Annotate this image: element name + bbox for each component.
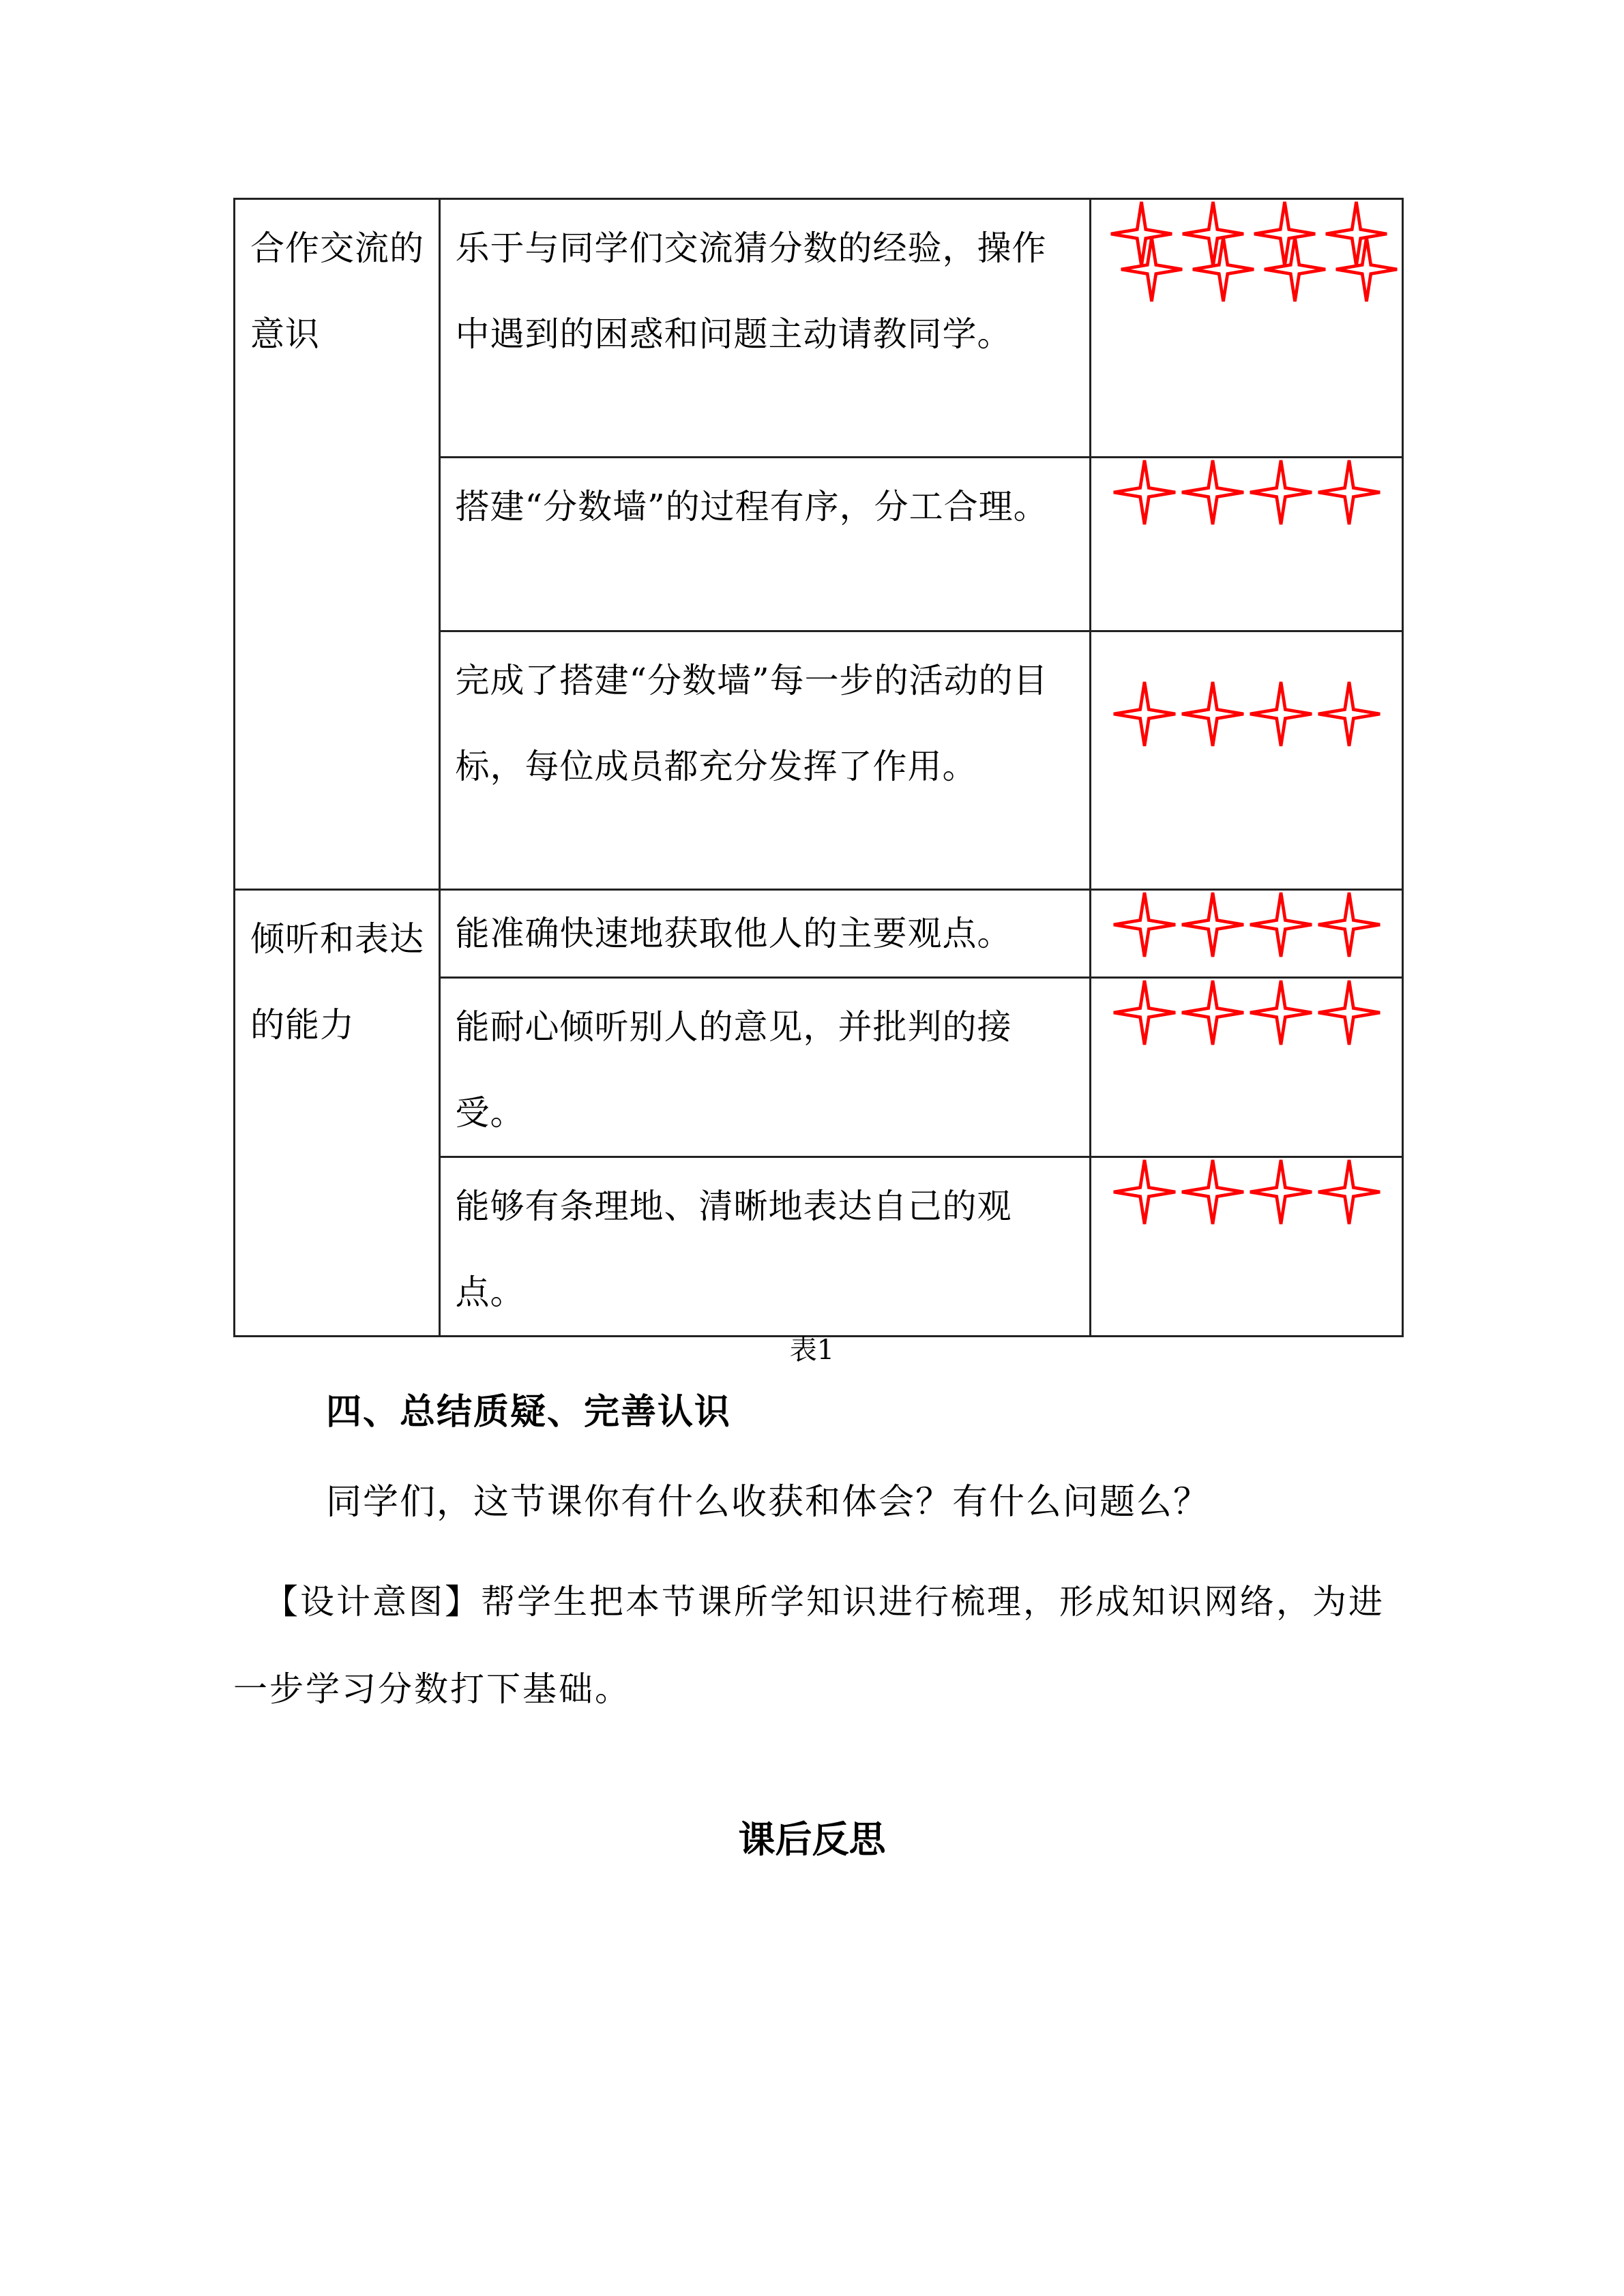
category-cell	[235, 199, 440, 890]
star-icon	[1180, 458, 1245, 526]
description-text: 乐于与同学们交流猜分数的经验，操作中遇到的困惑和问题主动请教同学。	[455, 228, 1047, 354]
category-label: 合作交流的意识	[250, 228, 424, 354]
star-icon	[1191, 235, 1256, 303]
star-icon	[1248, 979, 1314, 1047]
star-icon	[1119, 235, 1184, 303]
description-cell	[439, 631, 1091, 890]
category-label: 倾听和表达的能力	[250, 919, 424, 1045]
table-row	[235, 199, 1403, 458]
star-icon	[1112, 891, 1177, 959]
section-paragraph: 同学们，这节课你有什么收获和体会？有什么问题么？	[326, 1482, 1211, 1523]
star-icon	[1180, 1158, 1245, 1226]
description-cell	[439, 978, 1091, 1157]
description-cell	[439, 890, 1091, 978]
star-icon	[1263, 235, 1327, 303]
star-rating	[1091, 632, 1402, 748]
star-icon	[1248, 891, 1314, 959]
description-text: 搭建“分数墙”的过程有序，分工合理。	[455, 487, 1048, 526]
description-cell	[439, 199, 1091, 458]
star-icon	[1334, 235, 1399, 303]
star-icon	[1316, 1158, 1382, 1226]
star-icon	[1248, 458, 1314, 526]
star-icon	[1248, 680, 1314, 748]
rating-cell	[1091, 978, 1403, 1157]
rating-cell	[1091, 199, 1403, 458]
rating-cell	[1091, 458, 1403, 631]
star-rating	[1091, 979, 1402, 1047]
description-text: 完成了搭建“分数墙”每一步的活动的目标，每位成员都充分发挥了作用。	[455, 661, 1048, 786]
star-icon	[1180, 891, 1245, 959]
star-rating	[1091, 458, 1402, 526]
star-icon	[1248, 1158, 1314, 1226]
description-text: 能耐心倾听别人的意见，并批判的接受。	[455, 1007, 1012, 1133]
table-row	[235, 890, 1403, 978]
evaluation-table	[233, 198, 1404, 1337]
star-icon	[1316, 979, 1382, 1047]
star-icon	[1112, 1158, 1177, 1226]
rating-cell	[1091, 890, 1403, 978]
rating-cell	[1091, 631, 1403, 890]
star-rating	[1091, 1158, 1402, 1226]
star-rating	[1091, 200, 1402, 325]
star-icon	[1316, 891, 1382, 959]
star-icon	[1180, 979, 1245, 1047]
design-intent: 【设计意图】帮学生把本节课所学知识进行梳理，形成知识网络，为进一步学习分数打下基础。	[233, 1582, 1385, 1709]
section-heading: 四、总结质疑、完善认识	[326, 1392, 732, 1433]
star-icon	[1316, 458, 1382, 526]
star-icon	[1112, 458, 1177, 526]
description-text: 能够有条理地、清晰地表达自己的观点。	[455, 1187, 1012, 1312]
reflection-title: 课后反思	[738, 1818, 886, 1861]
star-rating	[1091, 891, 1402, 959]
rating-cell	[1091, 1157, 1403, 1337]
star-icon	[1112, 979, 1177, 1047]
description-text: 能准确快速地获取他人的主要观点。	[455, 914, 1012, 953]
star-icon	[1316, 680, 1382, 748]
table-caption: 表1	[789, 1335, 835, 1366]
description-cell	[439, 1157, 1091, 1337]
star-icon	[1180, 680, 1245, 748]
star-icon	[1112, 680, 1177, 748]
description-cell	[439, 458, 1091, 631]
category-cell	[235, 890, 440, 1337]
